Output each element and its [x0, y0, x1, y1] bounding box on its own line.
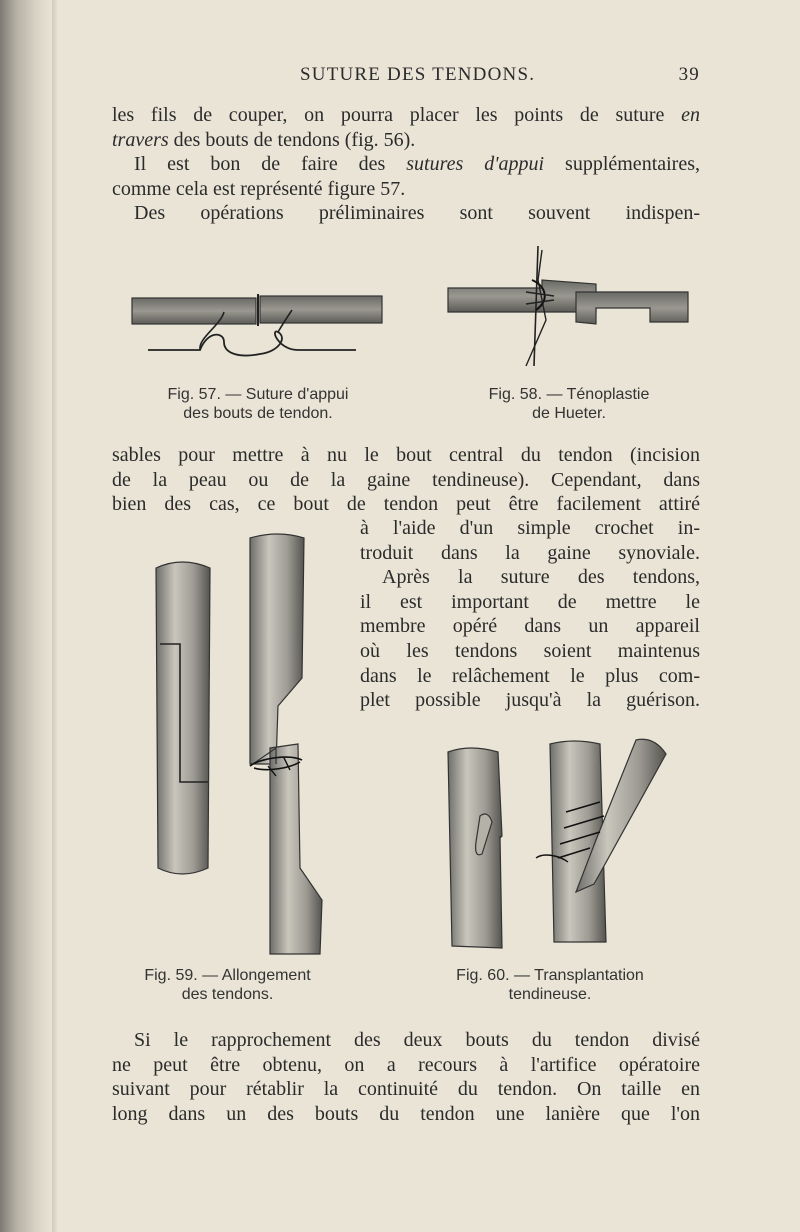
paragraph-2-column	[360, 516, 700, 713]
figure-57-illustration	[128, 280, 388, 360]
text-line: Il est bon de faire des sutures d'appui supplémentaires,	[134, 153, 700, 176]
text-line: de la peau ou de la gaine tendineuse). Cependant, dans	[112, 468, 700, 491]
text-line: sables pour mettre à nu le bout central du tendon (incision	[112, 444, 700, 466]
text-line: ne peut être obtenu, on a recours à l'artifice opératoire	[112, 1053, 700, 1076]
figure-57-caption: Fig. 57. — Suture d'appui des bouts de tendon.	[167, 386, 349, 422]
book-binding-shadow	[0, 0, 52, 1232]
paragraph-2	[112, 443, 700, 517]
text-line: suivant pour rétablir la continuité du tendon. On taille en	[112, 1078, 700, 1101]
text-line: il est important de mettre le	[360, 590, 700, 613]
text-line: membre opéré dans un appareil	[360, 615, 700, 638]
text-line: à l'aide d'un simple crochet in-	[360, 517, 700, 539]
text-line: Si le rapprochement des deux bouts du tendon divisé	[134, 1029, 700, 1051]
text-line: travers des bouts de tendons (fig. 56).	[112, 128, 416, 151]
page-number: 39	[678, 64, 700, 85]
text-line: Après la suture des tendons,	[382, 566, 700, 589]
paragraph-1	[112, 103, 700, 226]
text-line: plet possible jusqu'à la guérison.	[360, 689, 700, 712]
figure-59-illustration	[150, 528, 330, 958]
text-line: Des opérations préliminaires sont souvent indispen-	[134, 202, 700, 225]
text-line: troduit dans la gaine synoviale.	[360, 541, 700, 564]
page-edge	[52, 0, 58, 1232]
paragraph-3	[112, 1028, 700, 1126]
text-line: où les tendons soient maintenus	[360, 639, 700, 662]
running-header	[300, 64, 700, 92]
figure-60-caption: Fig. 60. — Transplantation tendineuse.	[456, 967, 644, 1003]
figure-58-illustration	[446, 240, 692, 370]
text-line: comme cela est représenté figure 57.	[112, 177, 406, 200]
header-title: SUTURE DES TENDONS.	[300, 64, 536, 85]
figure-59-caption: Fig. 59. — Allongement des tendons.	[144, 967, 311, 1003]
figure-60-illustration	[440, 732, 680, 954]
text-line: long dans un des bouts du tendon une lanière que l'on	[112, 1102, 700, 1125]
figure-58-caption: Fig. 58. — Ténoplastie de Hueter.	[488, 386, 650, 422]
text-line: les fils de couper, on pourra placer les points de suture en	[112, 104, 700, 126]
text-line: bien des cas, ce bout de tendon peut être facilement attiré	[112, 493, 700, 516]
text-line: dans le relâchement le plus com-	[360, 664, 700, 687]
